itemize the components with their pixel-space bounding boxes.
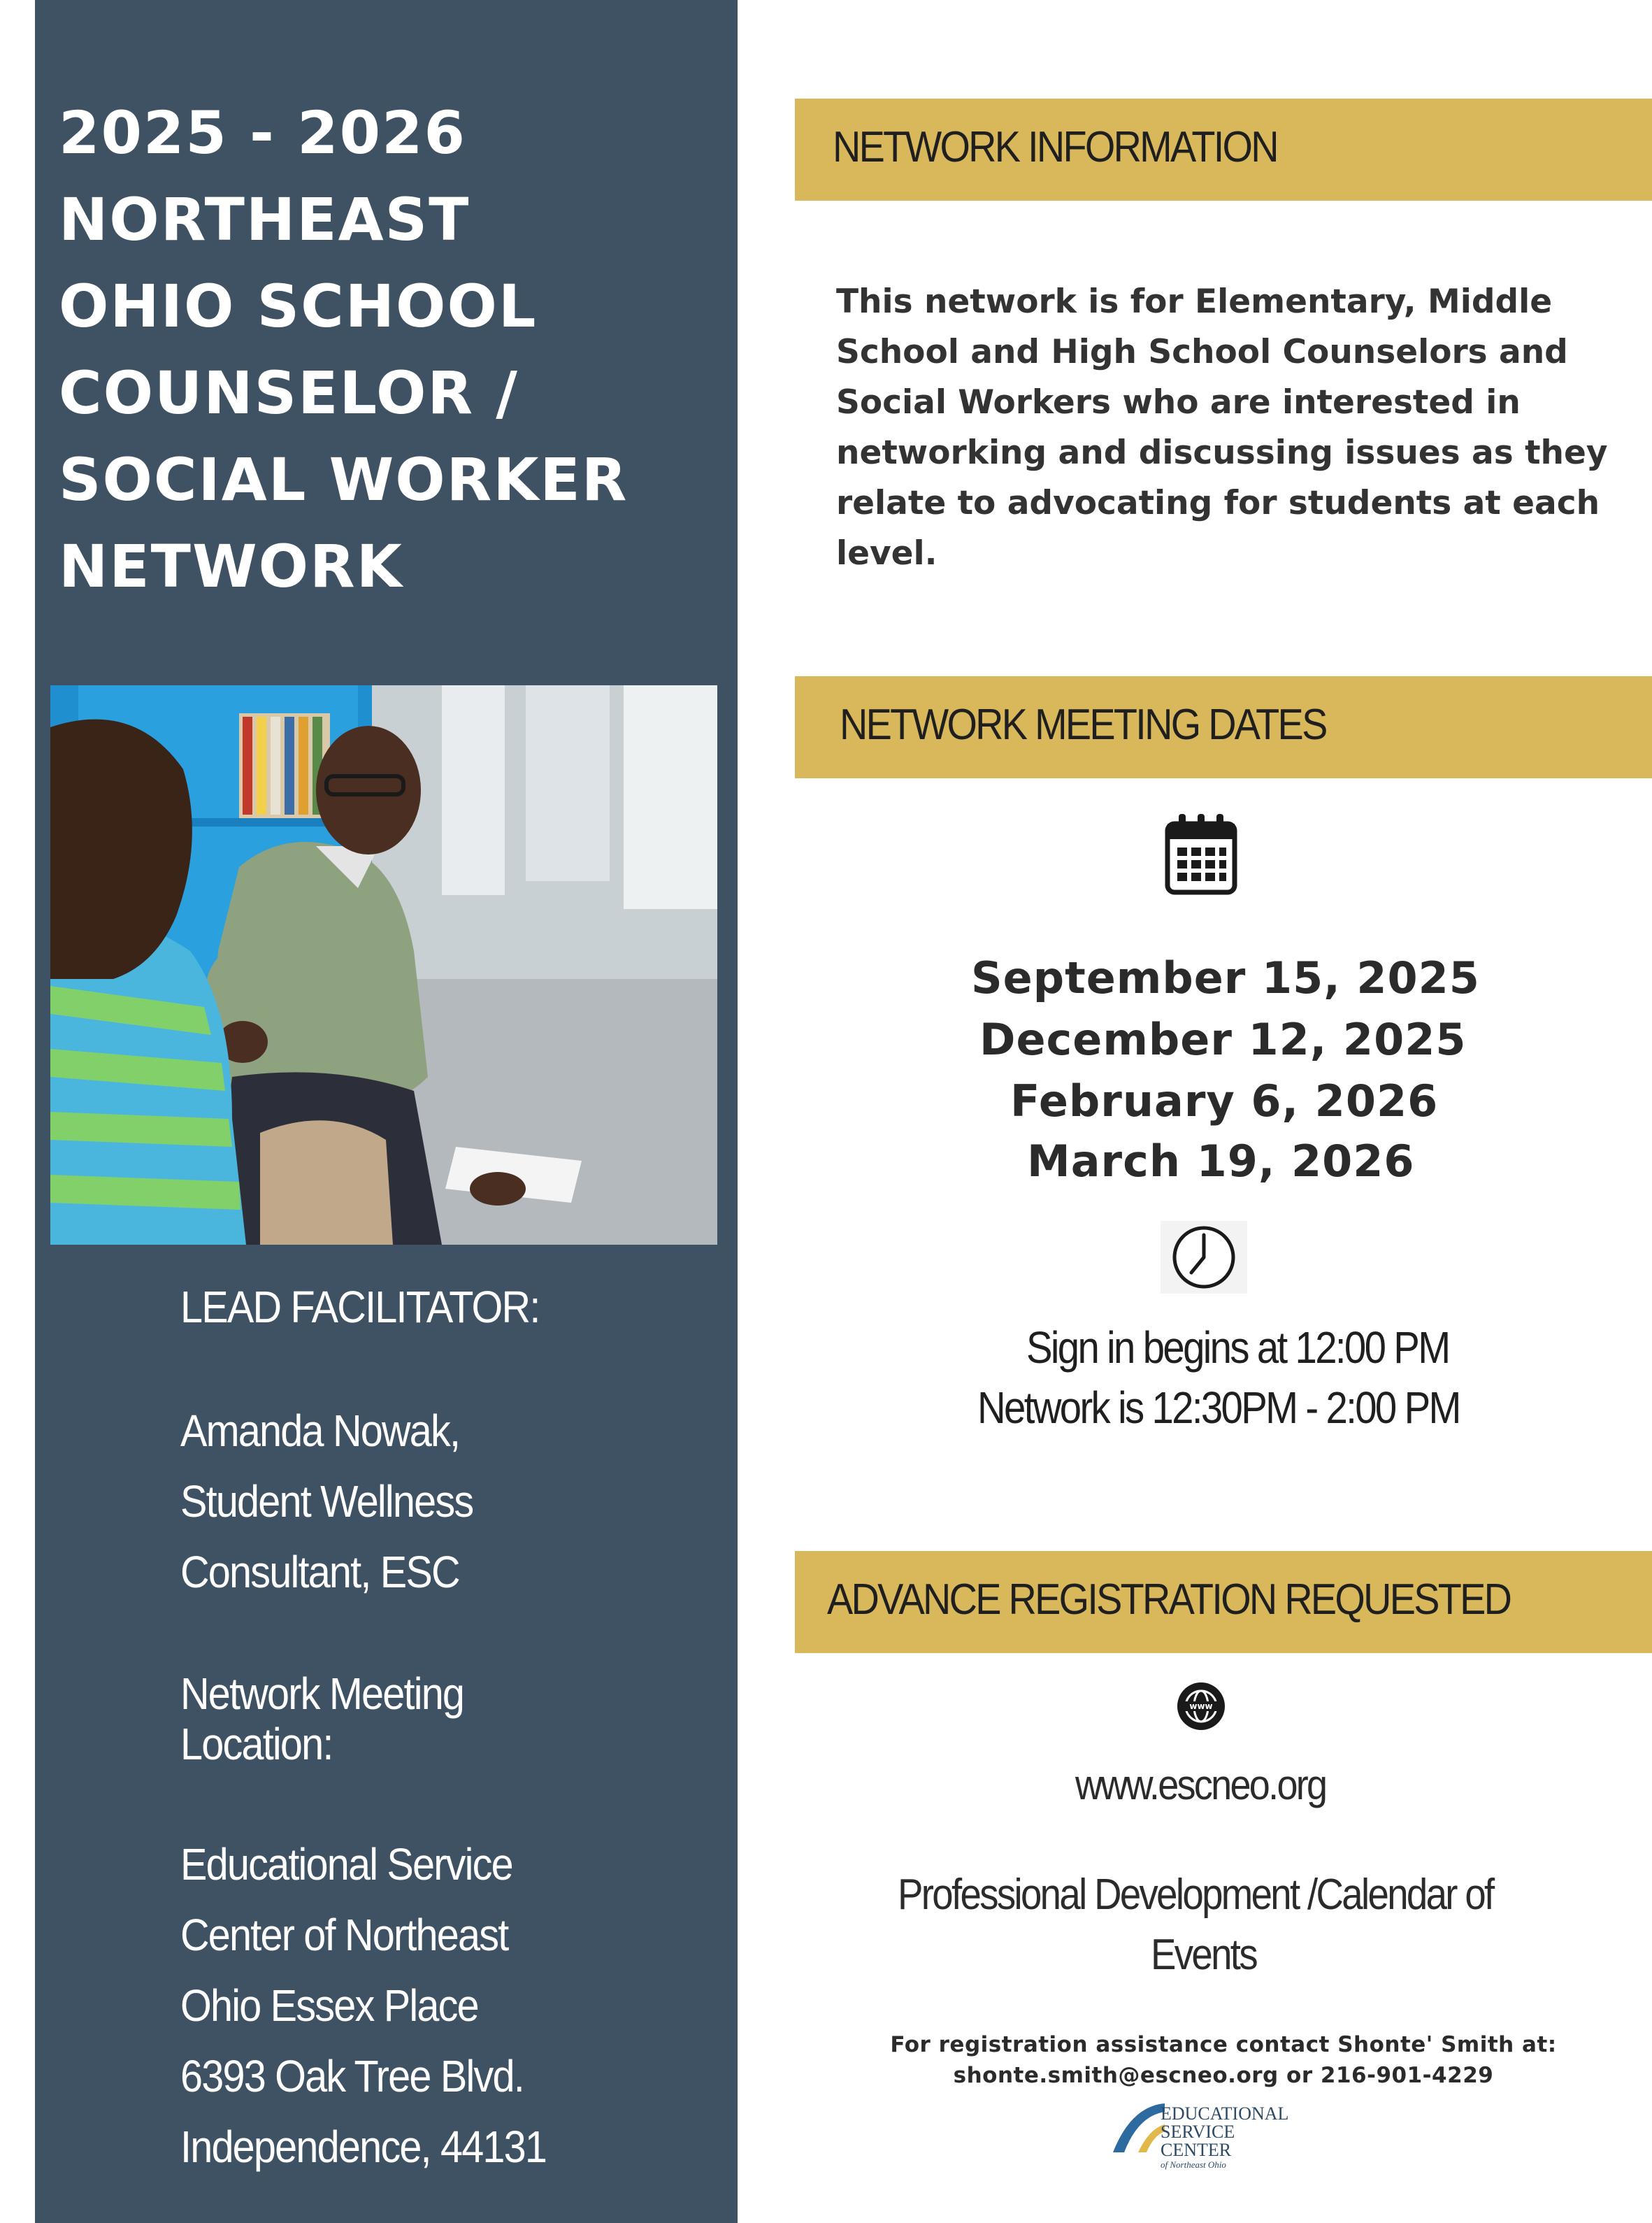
globe-www-icon <box>1176 1681 1226 1735</box>
meeting-date: December 12, 2025 <box>979 1014 1467 1065</box>
network-information-band <box>795 99 1652 201</box>
meeting-date: February 6, 2026 <box>1010 1075 1439 1127</box>
network-title <box>59 90 730 610</box>
meeting-dates-band <box>795 676 1652 778</box>
title-line: OHIO SCHOOL <box>59 272 538 341</box>
location-heading-line: Location: <box>180 1719 333 1769</box>
clock-icon <box>1161 1221 1247 1297</box>
pd-calendar-line: Professional Development /Calendar of <box>898 1871 1493 1919</box>
description-line: Social Workers who are interested in <box>836 383 1521 422</box>
location-address <box>180 1829 546 2182</box>
description-line: level. <box>836 534 938 573</box>
facilitator-details <box>180 1396 473 1608</box>
logo-line: SERVICE <box>1161 2122 1235 2142</box>
title-line: 2025 - 2026 <box>59 99 466 167</box>
address-line: 6393 Oak Tree Blvd. <box>180 2051 524 2101</box>
title-line: NORTHEAST <box>59 185 471 254</box>
network-information-heading: NETWORK INFORMATION <box>833 123 1277 171</box>
website-link[interactable]: www.escneo.org <box>1075 1761 1326 1808</box>
facilitator-line: Amanda Nowak, <box>180 1406 460 1456</box>
contact-line: For registration assistance contact Shonte' Smith at: <box>890 2032 1557 2057</box>
meeting-dates-heading: NETWORK MEETING DATES <box>840 701 1326 749</box>
location-heading-line: Network Meeting <box>180 1668 464 1719</box>
sign-in-time: Sign in begins at 12:00 PM <box>1026 1322 1449 1373</box>
pd-calendar-line: Events <box>1151 1931 1256 1979</box>
meeting-date: September 15, 2025 <box>971 952 1480 1003</box>
title-line: COUNSELOR / <box>59 359 519 427</box>
left-panel <box>35 0 738 2223</box>
counselor-student-photo <box>50 685 717 1245</box>
registration-band <box>795 1551 1652 1653</box>
address-line: Educational Service <box>180 1839 512 1889</box>
network-description <box>836 277 1612 579</box>
meeting-date: March 19, 2026 <box>1027 1136 1415 1187</box>
lead-facilitator-heading: LEAD FACILITATOR: <box>180 1282 540 1332</box>
calendar-icon <box>1165 811 1237 899</box>
esc-arc-icon <box>1110 2101 1166 2157</box>
facilitator-line: Consultant, ESC <box>180 1547 459 1597</box>
facilitator-line: Student Wellness <box>180 1476 473 1527</box>
registration-heading: ADVANCE REGISTRATION REQUESTED <box>827 1575 1511 1624</box>
network-time: Network is 12:30PM - 2:00 PM <box>977 1382 1460 1433</box>
title-line: NETWORK <box>59 532 403 601</box>
address-line: Independence, 44131 <box>180 2122 547 2172</box>
logo-line: EDUCATIONAL <box>1161 2103 1289 2124</box>
title-line: SOCIAL WORKER <box>59 445 629 514</box>
svg-text:www: www <box>1189 1701 1213 1711</box>
meeting-location-heading <box>180 1668 464 1769</box>
address-line: Ohio Essex Place <box>180 1980 478 2031</box>
contact-line: shonte.smith@escneo.org or 216-901-4229 <box>953 2063 1494 2088</box>
logo-line: CENTER <box>1161 2140 1232 2160</box>
logo-line: of Northeast Ohio <box>1161 2159 1226 2170</box>
description-line: relate to advocating for students at each <box>836 484 1600 522</box>
description-line: School and High School Counselors and <box>836 333 1568 371</box>
description-line: This network is for Elementary, Middle <box>836 283 1553 321</box>
address-line: Center of Northeast <box>180 1910 508 1960</box>
description-line: networking and discussing issues as they <box>836 434 1608 472</box>
